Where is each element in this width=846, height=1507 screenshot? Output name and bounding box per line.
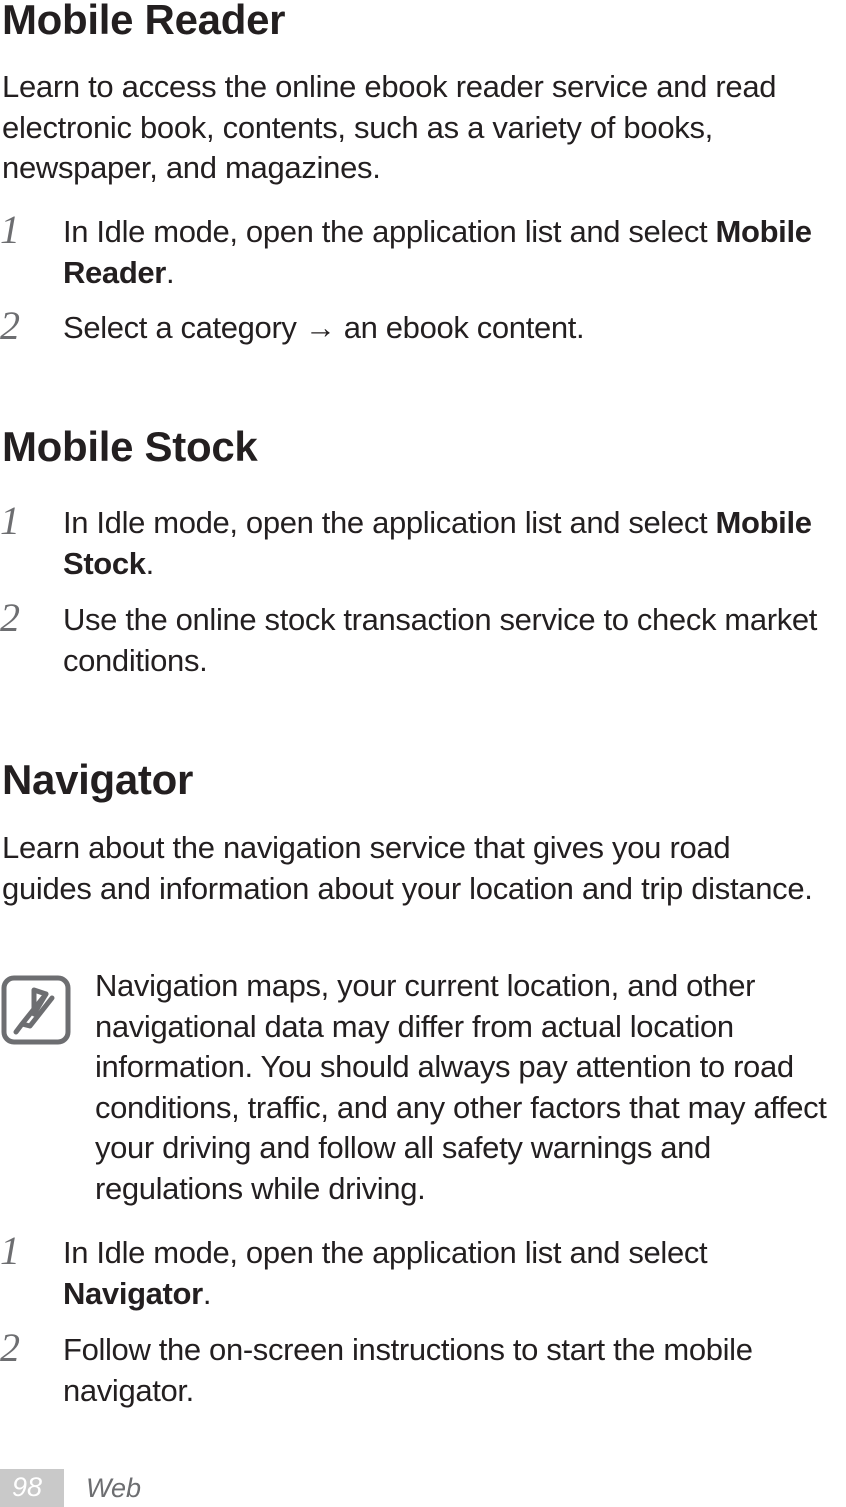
menu-item-navigator: Navigator — [63, 1275, 203, 1311]
step-number: 2 — [0, 595, 20, 640]
step-text: Follow the on-screen instructions to start the mobile navigator. — [63, 1332, 753, 1408]
intro-navigator: Learn about the navigation service that gives you road guides and information about your location and trip distance. — [2, 830, 813, 906]
step-text-post: . — [145, 545, 154, 581]
step-text-post: . — [166, 254, 175, 290]
step-text-pre: In Idle mode, open the application list and select — [63, 214, 716, 249]
step-text-post: . — [202, 1275, 212, 1311]
footer-section-label: Web — [86, 1473, 142, 1503]
step-number: 2 — [0, 1325, 20, 1370]
step-text — [63, 503, 846, 584]
step-text: Select a category → an ebook content. — [63, 310, 585, 345]
step-text — [63, 1233, 763, 1314]
step-number: 1 — [0, 207, 20, 252]
section-title-navigator: Navigator — [2, 756, 194, 803]
note-text: Navigation maps, your current location, and other navigational data may differ from actual location information. You should always pay attention to road conditions, traffic, and any other factors that may affect your driving and follow all safety warnings and regulations while driving. — [95, 968, 827, 1206]
step-text-pre: In Idle mode, open the application list and select — [63, 505, 716, 540]
menu-item-mobile-reader: Mobile Reader — [63, 214, 812, 290]
section-title-mobile-reader: Mobile Reader — [2, 0, 286, 43]
section-title-mobile-stock: Mobile Stock — [2, 423, 258, 470]
step-text-pre: In Idle mode, open the application list and select — [63, 1235, 708, 1270]
page-footer — [0, 1469, 300, 1507]
note-pencil-icon — [0, 974, 72, 1046]
step-number: 1 — [0, 498, 20, 543]
page-number-box — [0, 1469, 64, 1507]
step-text: Use the online stock transaction service to check market conditions. — [63, 602, 818, 678]
menu-item-mobile-stock: Mobile Stock — [63, 505, 812, 581]
intro-mobile-reader: Learn to access the online ebook reader service and read electronic book, contents, such as a variety of books, newspaper, and magazines. — [2, 69, 777, 185]
step-text — [63, 212, 846, 293]
step-number: 1 — [0, 1228, 20, 1273]
step-number: 2 — [0, 303, 20, 348]
page-number: 98 — [12, 1472, 43, 1502]
